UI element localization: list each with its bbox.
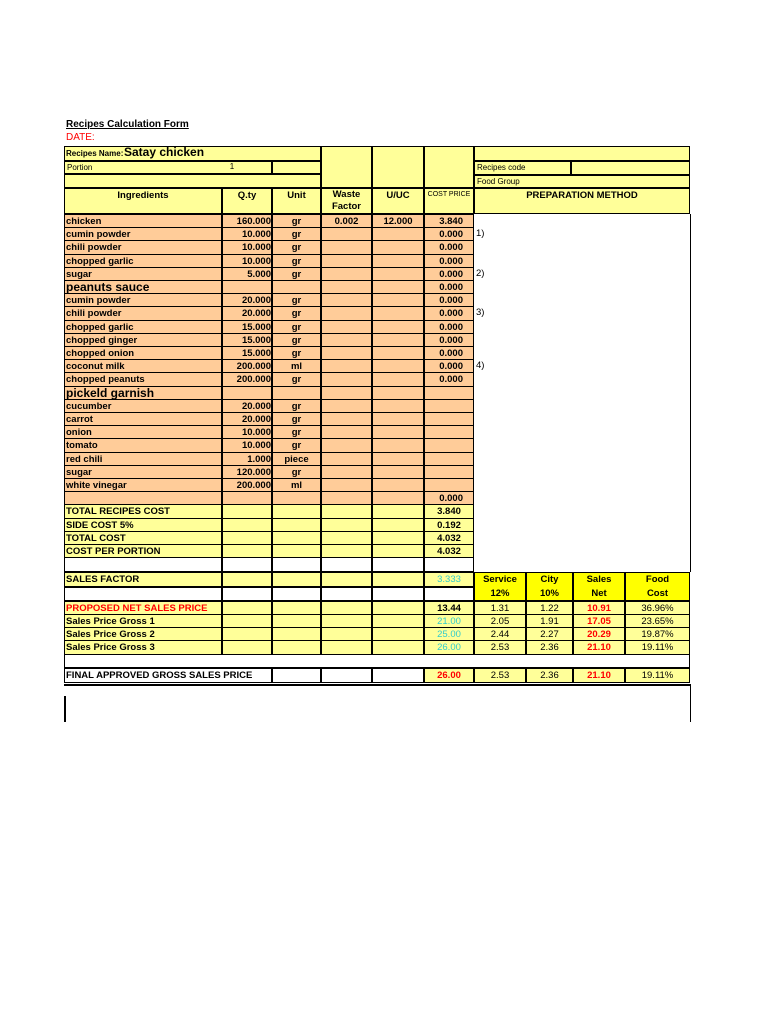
ingredient-unit	[272, 280, 321, 294]
ingredient-unit: gr	[272, 293, 321, 307]
ingredient-waste	[321, 280, 372, 294]
prep-right-border	[690, 214, 691, 572]
total-empty-cell	[321, 531, 372, 545]
ingredient-qty: 120.000	[222, 465, 272, 479]
ingredient-name: red chili	[64, 452, 222, 466]
blank-separator-row	[64, 654, 690, 668]
recipe-name-value: Satay chicken	[124, 145, 205, 159]
sales-header-service-line2: 12%	[490, 587, 510, 599]
ingredient-name: coconut milk	[64, 359, 222, 373]
ingredient-waste	[321, 372, 372, 386]
ingredient-waste	[321, 254, 372, 268]
sales-row-empty	[222, 627, 272, 641]
ingredient-qty	[222, 386, 272, 400]
ingredient-waste	[321, 425, 372, 439]
header-uuc: U/UC	[372, 188, 424, 214]
sales-row-empty	[372, 640, 424, 654]
sales-factor-empty	[372, 572, 424, 586]
header-unit: Unit	[272, 188, 321, 214]
ingredient-unit: piece	[272, 452, 321, 466]
sales-factor-empty	[222, 572, 272, 586]
total-empty-cell	[222, 531, 272, 545]
ingredient-qty: 5.000	[222, 267, 272, 281]
sales-factor-blank	[321, 587, 372, 601]
ingredient-waste	[321, 438, 372, 452]
ingredient-uuc	[372, 372, 424, 386]
ingredient-name: chicken	[64, 214, 222, 228]
total-value: 4.032	[424, 531, 474, 545]
ingredient-unit: gr	[272, 227, 321, 241]
ingredient-name: cumin powder	[64, 227, 222, 241]
cursor-line	[64, 696, 66, 722]
total-empty-cell	[372, 518, 424, 532]
sales-header-service	[474, 572, 526, 600]
ingredient-qty: 20.000	[222, 306, 272, 320]
sales-row-service: 2.05	[474, 614, 526, 628]
sales-row-label: PROPOSED NET SALES PRICE	[64, 601, 222, 615]
ingredient-unit: gr	[272, 306, 321, 320]
ingredient-waste	[321, 412, 372, 426]
final-label: FINAL APPROVED GROSS SALES PRICE	[64, 668, 272, 683]
sales-row-value: 21.00	[424, 614, 474, 628]
ingredient-uuc	[372, 306, 424, 320]
ingredient-uuc	[372, 399, 424, 413]
header-ingredients: Ingredients	[64, 188, 222, 214]
ingredient-uuc	[372, 320, 424, 334]
spacer-cell	[64, 557, 222, 572]
ingredient-uuc	[372, 254, 424, 268]
ingredient-qty: 15.000	[222, 333, 272, 347]
sales-row-service: 2.44	[474, 627, 526, 641]
ingredient-cost: 0.000	[424, 359, 474, 373]
sales-factor-empty	[321, 572, 372, 586]
total-label: TOTAL COST	[64, 531, 222, 545]
header-blank-3	[424, 146, 474, 188]
ingredient-uuc	[372, 267, 424, 281]
ingredient-waste	[321, 359, 372, 373]
right-top-blank	[474, 146, 690, 161]
sales-header-net	[573, 572, 625, 600]
ingredient-unit: gr	[272, 438, 321, 452]
sales-row-food-cost: 23.65%	[625, 614, 690, 628]
sales-row-empty	[321, 614, 372, 628]
ingredient-qty: 1.000	[222, 452, 272, 466]
sales-header-service-line1: Service	[483, 574, 517, 586]
ingredient-cost: 0.000	[424, 227, 474, 241]
header-qty: Q.ty	[222, 188, 272, 214]
ingredient-waste	[321, 333, 372, 347]
ingredient-qty: 10.000	[222, 438, 272, 452]
sales-row-empty	[321, 640, 372, 654]
ingredient-waste: 0.002	[321, 214, 372, 228]
total-label: COST PER PORTION	[64, 544, 222, 558]
sales-row-empty	[272, 627, 321, 641]
form-title: Recipes Calculation Form	[66, 119, 189, 130]
ingredient-qty: 10.000	[222, 254, 272, 268]
final-empty	[272, 668, 321, 683]
ingredient-cost: 0.000	[424, 254, 474, 268]
ingredient-qty: 200.000	[222, 359, 272, 373]
ingredient-uuc	[372, 412, 424, 426]
prep-method-area	[474, 214, 690, 562]
sales-header-food-line1: Food	[645, 574, 670, 586]
ingredient-cost	[424, 412, 474, 426]
ingredient-cost: 0.000	[424, 280, 474, 294]
ingredient-qty	[222, 491, 272, 505]
ingredient-cost: 0.000	[424, 333, 474, 347]
ingredient-cost: 0.000	[424, 372, 474, 386]
sales-row-city: 1.22	[526, 601, 573, 615]
total-empty-cell	[321, 544, 372, 558]
recipes-code-label: Recipes code	[474, 161, 571, 175]
sales-row-food-cost: 19.11%	[625, 640, 690, 654]
ingredient-unit: gr	[272, 320, 321, 334]
final-value: 26.00	[424, 668, 474, 683]
ingredient-cost	[424, 425, 474, 439]
sales-row-empty	[222, 614, 272, 628]
ingredient-name: chopped garlic	[64, 254, 222, 268]
ingredient-unit: gr	[272, 372, 321, 386]
ingredient-unit: gr	[272, 399, 321, 413]
sales-row-empty	[372, 601, 424, 615]
ingredient-waste	[321, 346, 372, 360]
ingredient-waste	[321, 320, 372, 334]
date-label: DATE:	[66, 132, 95, 143]
total-empty-cell	[222, 504, 272, 518]
ingredient-cost	[424, 438, 474, 452]
ingredient-waste	[321, 478, 372, 492]
ingredient-unit: ml	[272, 359, 321, 373]
ingredient-name: onion	[64, 425, 222, 439]
header-waste-line1: Waste	[332, 189, 361, 200]
sales-factor-blank	[272, 587, 321, 601]
sales-row-net: 20.29	[573, 627, 625, 641]
portion-value: 1	[229, 162, 235, 171]
ingredient-unit: gr	[272, 267, 321, 281]
ingredient-cost: 0.000	[424, 267, 474, 281]
total-empty-cell	[372, 504, 424, 518]
ingredient-waste	[321, 399, 372, 413]
sales-factor-blank	[372, 587, 424, 601]
ingredient-uuc	[372, 227, 424, 241]
total-empty-cell	[272, 531, 321, 545]
ingredient-qty: 200.000	[222, 478, 272, 492]
sales-header-city-line2: 10%	[539, 587, 559, 599]
ingredient-qty: 15.000	[222, 346, 272, 360]
sales-factor-blank	[64, 587, 222, 601]
ingredient-name: white vinegar	[64, 478, 222, 492]
food-group-label: Food Group	[474, 175, 690, 188]
ingredient-name: sugar	[64, 267, 222, 281]
spacer-cell	[321, 557, 372, 572]
ingredient-qty: 20.000	[222, 399, 272, 413]
ingredient-qty: 10.000	[222, 425, 272, 439]
recipe-name-label: Recipes Name:	[66, 149, 124, 158]
ingredient-unit: ml	[272, 478, 321, 492]
ingredient-uuc	[372, 293, 424, 307]
sales-row-empty	[372, 614, 424, 628]
spacer-cell	[222, 557, 272, 572]
final-food-cost: 19.11%	[625, 668, 690, 683]
final-empty	[372, 668, 424, 683]
ingredient-cost	[424, 465, 474, 479]
sales-row-value: 26.00	[424, 640, 474, 654]
ingredient-cost: 0.000	[424, 293, 474, 307]
ingredient-qty: 10.000	[222, 227, 272, 241]
ingredient-cost: 0.000	[424, 320, 474, 334]
total-empty-cell	[222, 544, 272, 558]
ingredient-cost: 0.000	[424, 491, 474, 505]
sales-row-service: 2.53	[474, 640, 526, 654]
ingredient-name: chili powder	[64, 306, 222, 320]
sales-row-city: 2.36	[526, 640, 573, 654]
ingredient-waste	[321, 452, 372, 466]
total-value: 4.032	[424, 544, 474, 558]
ingredient-name: sugar	[64, 465, 222, 479]
ingredient-unit: gr	[272, 412, 321, 426]
final-net: 21.10	[573, 668, 625, 683]
ingredient-name: cucumber	[64, 399, 222, 413]
sales-row-food-cost: 19.87%	[625, 627, 690, 641]
header-waste-factor	[321, 188, 372, 214]
ingredient-name	[64, 491, 222, 505]
right-border-extension	[690, 684, 691, 722]
spacer-cell	[272, 557, 321, 572]
prep-step-4: 4)	[476, 360, 485, 372]
sales-row-empty	[222, 640, 272, 654]
ingredient-waste	[321, 240, 372, 254]
ingredient-waste	[321, 386, 372, 400]
ingredient-unit: gr	[272, 346, 321, 360]
header-blank-2	[372, 146, 424, 188]
spacer-cell	[372, 557, 424, 572]
total-empty-cell	[272, 544, 321, 558]
ingredient-uuc	[372, 491, 424, 505]
ingredient-uuc	[372, 240, 424, 254]
ingredient-uuc	[372, 333, 424, 347]
ingredient-name: chopped garlic	[64, 320, 222, 334]
ingredient-cost	[424, 399, 474, 413]
ingredient-cost	[424, 386, 474, 400]
ingredient-uuc	[372, 386, 424, 400]
ingredient-unit	[272, 491, 321, 505]
total-empty-cell	[272, 504, 321, 518]
sales-row-net: 21.10	[573, 640, 625, 654]
ingredient-uuc	[372, 478, 424, 492]
sales-factor-label: SALES FACTOR	[64, 572, 222, 586]
sales-header-food	[625, 572, 690, 600]
ingredient-uuc	[372, 346, 424, 360]
sales-factor-empty	[272, 572, 321, 586]
ingredient-uuc	[372, 359, 424, 373]
spacer-cell	[424, 557, 474, 572]
sales-row-empty	[321, 627, 372, 641]
sales-row-food-cost: 36.96%	[625, 601, 690, 615]
total-empty-cell	[222, 518, 272, 532]
ingredient-uuc	[372, 280, 424, 294]
ingredient-name: cumin powder	[64, 293, 222, 307]
prep-step-3: 3)	[476, 307, 485, 319]
sales-header-food-line2: Cost	[646, 587, 669, 599]
ingredient-cost	[424, 452, 474, 466]
sales-row-value: 25.00	[424, 627, 474, 641]
header-cost-price: COST PRICE	[424, 188, 474, 214]
ingredient-name: chopped peanuts	[64, 372, 222, 386]
ingredient-qty: 160.000	[222, 214, 272, 228]
ingredient-qty: 20.000	[222, 293, 272, 307]
total-label: SIDE COST 5%	[64, 518, 222, 532]
ingredient-uuc: 12.000	[372, 214, 424, 228]
sales-row-net: 17.05	[573, 614, 625, 628]
header-waste-line2: Factor	[331, 201, 362, 212]
total-empty-cell	[372, 531, 424, 545]
ingredient-waste	[321, 293, 372, 307]
prep-step-2: 2)	[476, 267, 485, 279]
final-service: 2.53	[474, 668, 526, 683]
sales-header-city	[526, 572, 573, 600]
total-label: TOTAL RECIPES COST	[64, 504, 222, 518]
portion-label: Portion	[64, 161, 272, 174]
sales-row-city: 2.27	[526, 627, 573, 641]
sales-row-empty	[372, 627, 424, 641]
sales-row-label: Sales Price Gross 2	[64, 627, 222, 641]
ingredient-waste	[321, 227, 372, 241]
final-empty	[321, 668, 372, 683]
final-city: 2.36	[526, 668, 573, 683]
ingredient-unit: gr	[272, 425, 321, 439]
prep-step-1: 1)	[476, 228, 485, 240]
ingredient-qty: 10.000	[222, 240, 272, 254]
ingredient-uuc	[372, 438, 424, 452]
sales-factor-blank	[222, 587, 272, 601]
sales-header-net-line2: Net	[591, 587, 607, 599]
ingredient-cost: 0.000	[424, 346, 474, 360]
sales-row-city: 1.91	[526, 614, 573, 628]
sales-row-empty	[272, 601, 321, 615]
ingredient-name: chili powder	[64, 240, 222, 254]
ingredient-uuc	[372, 425, 424, 439]
ingredient-name: tomato	[64, 438, 222, 452]
ingredient-cost: 3.840	[424, 214, 474, 228]
ingredient-waste	[321, 491, 372, 505]
total-empty-cell	[321, 504, 372, 518]
ingredient-cost	[424, 478, 474, 492]
sales-factor-value: 3.333	[424, 572, 474, 586]
ingredient-waste	[321, 465, 372, 479]
ingredient-unit	[272, 386, 321, 400]
ingredient-unit: gr	[272, 214, 321, 228]
ingredient-unit: gr	[272, 333, 321, 347]
ingredient-cost: 0.000	[424, 240, 474, 254]
total-empty-cell	[272, 518, 321, 532]
ingredient-name: carrot	[64, 412, 222, 426]
ingredient-name: peanuts sauce	[64, 280, 222, 294]
ingredient-qty: 200.000	[222, 372, 272, 386]
sales-row-label: Sales Price Gross 3	[64, 640, 222, 654]
sales-row-empty	[222, 601, 272, 615]
ingredient-unit: gr	[272, 465, 321, 479]
ingredient-waste	[321, 267, 372, 281]
ingredient-qty	[222, 280, 272, 294]
ingredient-qty: 20.000	[222, 412, 272, 426]
sales-row-empty	[321, 601, 372, 615]
sales-row-value: 13.44	[424, 601, 474, 615]
header-prep-method: PREPARATION METHOD	[474, 188, 690, 214]
sales-row-service: 1.31	[474, 601, 526, 615]
total-empty-cell	[321, 518, 372, 532]
ingredient-cost: 0.000	[424, 306, 474, 320]
ingredient-waste	[321, 306, 372, 320]
sales-row-net: 10.91	[573, 601, 625, 615]
ingredient-name: chopped onion	[64, 346, 222, 360]
recipes-code-value	[571, 161, 690, 175]
ingredient-qty: 15.000	[222, 320, 272, 334]
blank-row	[64, 174, 321, 188]
ingredient-name: chopped ginger	[64, 333, 222, 347]
sales-header-net-line1: Sales	[586, 574, 612, 586]
sales-row-label: Sales Price Gross 1	[64, 614, 222, 628]
ingredient-unit: gr	[272, 240, 321, 254]
sales-row-empty	[272, 614, 321, 628]
ingredient-uuc	[372, 452, 424, 466]
ingredient-name: pickeld garnish	[64, 386, 222, 400]
total-value: 0.192	[424, 518, 474, 532]
ingredient-uuc	[372, 465, 424, 479]
header-blank-1	[321, 146, 372, 188]
portion-empty	[272, 161, 321, 174]
sales-header-city-line1: City	[540, 574, 559, 586]
sales-factor-blank	[424, 587, 474, 601]
ingredient-unit: gr	[272, 254, 321, 268]
total-empty-cell	[372, 544, 424, 558]
bottom-border	[64, 684, 690, 686]
sales-row-empty	[272, 640, 321, 654]
total-value: 3.840	[424, 504, 474, 518]
